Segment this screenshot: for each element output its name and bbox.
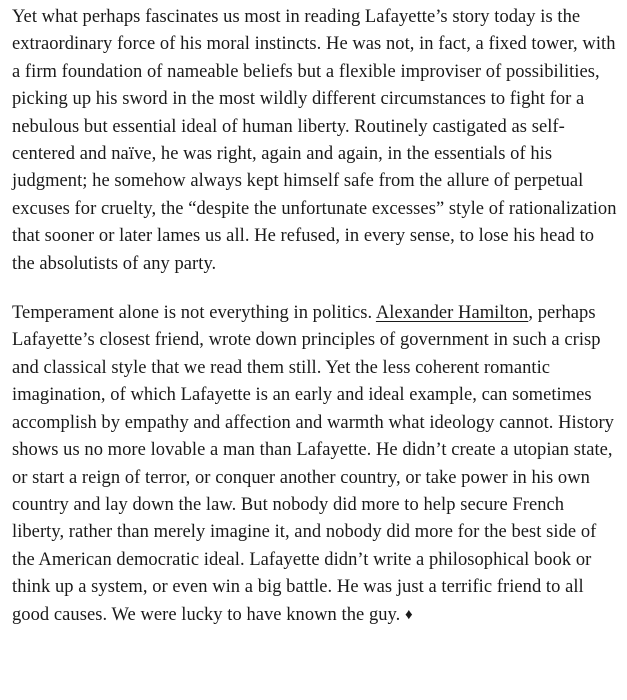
end-of-article-diamond-icon: ♦ [405,606,413,623]
alexander-hamilton-link[interactable]: Alexander Hamilton [375,303,529,324]
article-paragraph-1: Yet what perhaps fascinates us most in reading Lafayette’s story today is the extraordinary force of his moral instincts. He was not, in fact, a fixed tower, with a firm foundation of nameable beliefs but a flexible improviser of possibilities, picking up his sword in the most wildly different circumstances to fight for a nebulous but essential ideal of human liberty. Routinely castigated as self-centered and naïve, he was right, again and again, in the essentials of his judgment; he somehow always kept himself safe from the allure of perpetual excuses for cruelty, the “despite the unfortunate excesses” style of rationalization that sooner or later lames us all. He refused, in every sense, to lose his head to the absolutists of any party. [12,7,617,274]
article-paragraph-2 [12,300,617,629]
paragraph-2-text-after-link: , perhaps Lafayette’s closest friend, wrote down principles of government in such a crisp and classical style that we read them still. Yet the less coherent romantic imagination, of which Lafayette is an early and ideal example, can sometimes accomplish by empathy and affection and warmth what ideology cannot. History shows us no more lovable a man than Lafayette. He didn’t create a utopian state, or start a reign of terror, or conquer another country, or take power in his own country and lay down the law. But nobody did more to help secure French liberty, rather than merely imagine it, and nobody did more for the best side of the American democratic ideal. Lafayette didn’t write a philosophical book or think up a system, or even win a big battle. He was just a terrific friend to all good causes. We were lucky to have known the guy. [12,303,614,625]
paragraph-2-text-before-link: Temperament alone is not everything in politics. [12,303,376,324]
